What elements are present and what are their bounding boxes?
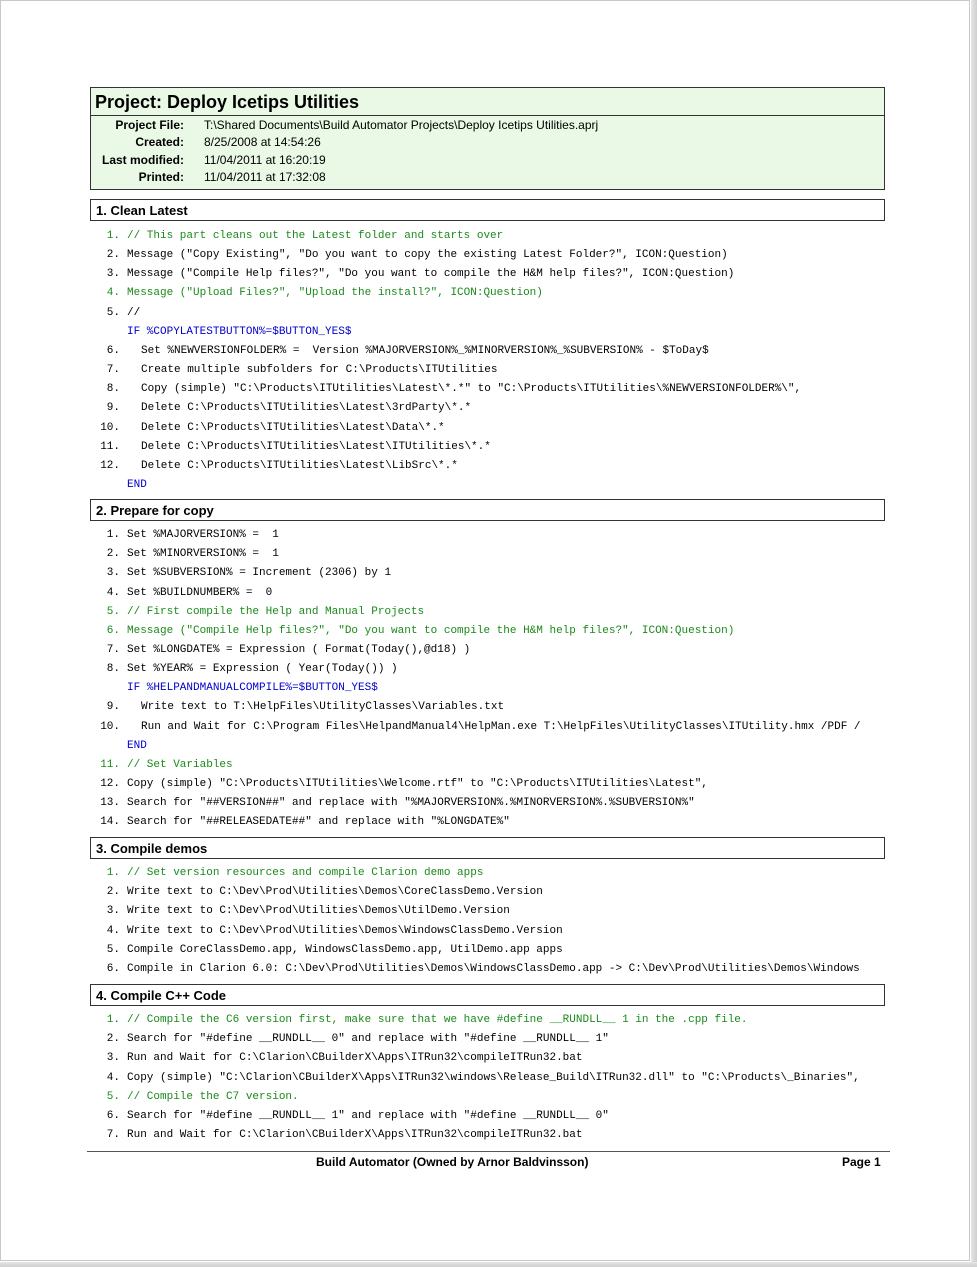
script-line: [90, 603, 895, 622]
line-text: Delete C:\Products\ITUtilities\Latest\3rdParty\*.*: [141, 402, 472, 415]
script-line: [90, 794, 895, 813]
line-number: 10.: [100, 720, 120, 733]
line-number: 6.: [106, 1109, 120, 1122]
header-divider: [91, 115, 884, 116]
line-number: 7.: [106, 1128, 120, 1141]
section-header: [90, 499, 885, 521]
line-text: Run and Wait for C:\Clarion\CBuilderX\Apps\ITRun32\compileITRun32.bat: [127, 1128, 583, 1141]
line-text: Message ("Compile Help files?", "Do you want to compile the H&M help files?", ICON:Question): [127, 268, 735, 281]
script-block-keyword: [90, 323, 895, 342]
script-line: [90, 902, 895, 921]
script-line: [90, 342, 895, 361]
line-text: Set %MINORVERSION% = 1: [127, 548, 279, 561]
footer-divider: [87, 1151, 890, 1152]
project-header: [90, 87, 885, 190]
line-number: 7.: [106, 643, 120, 656]
script-line: [90, 1126, 895, 1145]
line-text: // Set Variables: [127, 758, 233, 771]
page-shadow-right: [971, 0, 977, 1267]
line-text: Write text to C:\Dev\Prod\Utilities\Demos\CoreClassDemo.Version: [127, 886, 543, 899]
meta-row-last-modified: [91, 153, 881, 170]
line-number: 11.: [100, 440, 120, 453]
line-text: Message ("Compile Help files?", "Do you want to compile the H&M help files?", ICON:Question): [127, 624, 735, 637]
line-number: 12.: [100, 778, 120, 790]
line-number: 2.: [106, 886, 120, 899]
line-number: 14.: [100, 816, 120, 829]
line-text: Message ("Upload Files?", "Upload the install?", ICON:Question): [127, 287, 543, 300]
line-text: Set %YEAR% = Expression ( Year(Today()) ): [127, 663, 398, 675]
line-number: 6.: [106, 962, 120, 975]
line-number: 1.: [106, 230, 120, 242]
line-text: // First compile the Help and Manual Projects: [127, 605, 425, 618]
script-line: [90, 756, 895, 775]
line-text: END: [127, 739, 147, 752]
line-number: 7.: [106, 364, 120, 376]
script-line: [90, 227, 895, 246]
line-number: 8.: [106, 383, 120, 396]
script-line: [90, 813, 895, 832]
script-line: [90, 584, 895, 603]
line-text: IF %HELPANDMANUALCOMPILE%=$BUTTON_YES$: [127, 682, 378, 695]
script-block-keyword: [90, 737, 895, 756]
line-text: Set %BUILDNUMBER% = 0: [127, 586, 273, 599]
script-line: [90, 564, 895, 583]
meta-label: Last modified:: [101, 153, 184, 167]
line-number: 5.: [106, 306, 120, 319]
project-title: Project: Deploy Icetips Utilities: [95, 92, 360, 112]
line-number: 4.: [106, 287, 120, 300]
meta-label: Created:: [135, 135, 184, 149]
line-text: Copy (simple) "C:\Products\ITUtilities\Welcome.rtf" to "C:\Products\ITUtilities\Latest",: [127, 778, 708, 790]
line-text: Copy (simple) "C:\Products\ITUtilities\Latest\*.*" to "C:\Products\ITUtilities\%NEWVERSIONFOLDER%\",: [141, 383, 802, 396]
line-number: 6.: [106, 344, 120, 357]
script-line: [90, 960, 895, 979]
line-text: Write text to C:\Dev\Prod\Utilities\Demos\WindowsClassDemo.Version: [127, 924, 563, 937]
line-text: END: [127, 478, 147, 491]
line-number: 9.: [106, 402, 120, 415]
meta-row-printed: [91, 170, 881, 187]
script-line: [90, 1030, 895, 1049]
section-header: [90, 199, 885, 221]
footer-owner: Build Automator (Owned by Arnor Baldvinsson): [316, 1155, 589, 1169]
line-text: Write text to C:\Dev\Prod\Utilities\Demos\UtilDemo.Version: [127, 905, 510, 918]
section-title: 1. Clean Latest: [96, 203, 188, 218]
line-text: // Set version resources and compile Clarion demo apps: [127, 867, 484, 879]
line-number: 12.: [100, 459, 120, 472]
script-line: [90, 1088, 895, 1107]
script-line: [90, 718, 895, 737]
line-number: 5.: [106, 943, 120, 956]
line-text: Search for "#define __RUNDLL__ 1" and replace with "#define __RUNDLL__ 0": [127, 1109, 609, 1122]
line-text: // Compile the C7 version.: [127, 1090, 299, 1103]
line-number: 4.: [106, 1071, 120, 1084]
script-block-keyword: [90, 476, 895, 495]
line-text: Set %NEWVERSIONFOLDER% = Version %MAJORVERSION%_%MINORVERSION%_%SUBVERSION% - $ToDay$: [141, 344, 709, 357]
line-text: Search for "##RELEASEDATE##" and replace with "%LONGDATE%": [127, 816, 510, 829]
line-number: 1.: [106, 529, 120, 541]
line-number: 10.: [100, 421, 120, 434]
line-text: Compile in Clarion 6.0: C:\Dev\Prod\Utilities\Demos\WindowsClassDemo.app -> C:\Dev\Prod\Utilities\Demos\Windows: [127, 962, 860, 975]
script-line: [90, 660, 895, 679]
line-number: 3.: [106, 567, 120, 580]
line-text: Delete C:\Products\ITUtilities\Latest\ITUtilities\*.*: [141, 440, 491, 453]
script-line: [90, 526, 895, 545]
script-line: [90, 1069, 895, 1088]
meta-label: Printed:: [138, 170, 184, 184]
line-number: 2.: [106, 1033, 120, 1046]
script-line: [90, 864, 895, 883]
line-text: Set %LONGDATE% = Expression ( Format(Today(),@d18) ): [127, 643, 471, 656]
script-line: [90, 246, 895, 265]
page-number: Page 1: [842, 1155, 881, 1169]
script-line: [90, 641, 895, 660]
line-text: // This part cleans out the Latest folder and starts over: [127, 230, 504, 242]
section-header: [90, 837, 885, 859]
line-number: 4.: [106, 924, 120, 937]
line-number: 8.: [106, 663, 120, 675]
meta-value: 11/04/2011 at 16:20:19: [204, 153, 326, 167]
line-text: Run and Wait for C:\Program Files\HelpandManual4\HelpMan.exe T:\HelpFiles\UtilityClasses\ITUtility.hmx /PDF /: [141, 720, 861, 733]
script-line: [90, 265, 895, 284]
line-text: //: [127, 306, 141, 319]
line-text: IF %COPYLATESTBUTTON%=$BUTTON_YES$: [127, 325, 352, 338]
line-text: // Compile the C6 version first, make sure that we have #define __RUNDLL__ 1 in the .cpp file.: [127, 1014, 748, 1026]
script-line: [90, 775, 895, 794]
line-number: 5.: [106, 605, 120, 618]
script-line: [90, 284, 895, 303]
line-number: 2.: [106, 249, 120, 262]
line-text: Message ("Copy Existing", "Do you want to copy the existing Latest Folder?", ICON:Question): [127, 249, 728, 262]
script-line: [90, 1107, 895, 1126]
script-line: [90, 419, 895, 438]
line-number: 4.: [106, 586, 120, 599]
script-line: [90, 361, 895, 380]
line-number: 2.: [106, 548, 120, 561]
script-line: [90, 698, 895, 717]
script-line: [90, 399, 895, 418]
line-number: 9.: [106, 701, 120, 714]
meta-row-project-file: [91, 118, 881, 135]
line-text: Run and Wait for C:\Clarion\CBuilderX\Apps\ITRun32\compileITRun32.bat: [127, 1052, 583, 1065]
script-line: [90, 545, 895, 564]
meta-row-created: [91, 135, 881, 152]
line-text: Set %SUBVERSION% = Increment (2306) by 1: [127, 567, 392, 580]
script-line: [90, 1011, 895, 1030]
script-block-keyword: [90, 679, 895, 698]
page-shadow-bottom: [0, 1262, 977, 1267]
script-line: [90, 1049, 895, 1068]
script-line: [90, 922, 895, 941]
line-text: Copy (simple) "C:\Clarion\CBuilderX\Apps\ITRun32\windows\Release_Build\ITRun32.dll" to "C:\Products\_Binaries",: [127, 1071, 860, 1084]
line-number: 3.: [106, 1052, 120, 1065]
line-text: Compile CoreClassDemo.app, WindowsClassDemo.app, UtilDemo.app apps: [127, 943, 563, 956]
line-number: 6.: [106, 624, 120, 637]
script-line: [90, 622, 895, 641]
line-number: 1.: [106, 867, 120, 879]
section-title: 3. Compile demos: [96, 841, 208, 856]
line-number: 3.: [106, 268, 120, 281]
line-number: 5.: [106, 1090, 120, 1103]
line-text: Set %MAJORVERSION% = 1: [127, 529, 279, 541]
script-line: [90, 941, 895, 960]
script-line: [90, 304, 895, 323]
line-text: Create multiple subfolders for C:\Products\ITUtilities: [141, 364, 498, 376]
script-line: [90, 457, 895, 476]
line-text: Write text to T:\HelpFiles\UtilityClasses\Variables.txt: [141, 701, 505, 714]
line-number: 11.: [100, 758, 120, 771]
meta-value: T:\Shared Documents\Build Automator Projects\Deploy Icetips Utilities.aprj: [204, 118, 599, 132]
line-number: 1.: [106, 1014, 120, 1026]
line-text: Search for "##VERSION##" and replace with "%MAJORVERSION%.%MINORVERSION%.%SUBVERSION%": [127, 797, 695, 810]
meta-value: 8/25/2008 at 14:54:26: [204, 135, 321, 149]
meta-label: Project File:: [115, 118, 184, 132]
script-line: [90, 883, 895, 902]
section-header: [90, 984, 885, 1006]
line-number: 3.: [106, 905, 120, 918]
line-text: Delete C:\Products\ITUtilities\Latest\Data\*.*: [141, 421, 445, 434]
section-title: 4. Compile C++ Code: [96, 988, 227, 1003]
meta-value: 11/04/2011 at 17:32:08: [204, 170, 326, 184]
script-line: [90, 438, 895, 457]
line-number: 13.: [100, 797, 120, 810]
line-text: Search for "#define __RUNDLL__ 0" and replace with "#define __RUNDLL__ 1": [127, 1033, 609, 1046]
script-line: [90, 380, 895, 399]
section-title: 2. Prepare for copy: [96, 503, 214, 518]
line-text: Delete C:\Products\ITUtilities\Latest\LibSrc\*.*: [141, 459, 458, 472]
